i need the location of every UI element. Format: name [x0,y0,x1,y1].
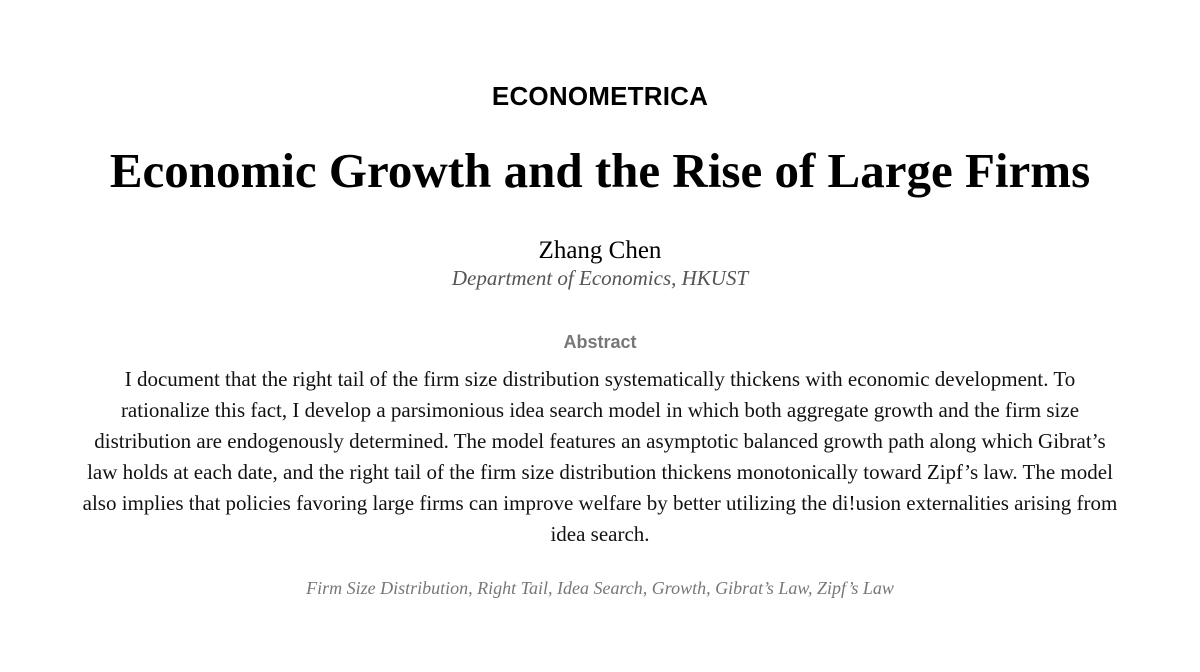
keywords: Firm Size Distribution, Right Tail, Idea Search, Growth, Gibrat’s Law, Zipf’s Law [306,578,894,598]
journal-name: ECONOMETRICA [491,81,709,111]
abstract-text: I document that the right tail of the firm size distribution systematically thickens with economic development. To rationalize this fact, I develop a parsimonious idea search model in which both aggregate growth and the firm size distribution are endogenously determined. The model features an asymptotic balanced growth path along which Gibrat’s law holds at each date, and the right tail of the firm size distribution thickens monotonically toward Zipf’s law. The model also implies that policies favoring large firms can improve welfare by better utilizing the di!usion externalities arising from idea search. [82,367,1118,546]
author-affiliation: Department of Economics, HKUST [451,266,749,290]
author-name: Zhang Chen [538,237,662,264]
abstract-heading: Abstract [563,332,637,352]
paper-title: Economic Growth and the Rise of Large Firms [109,143,1091,198]
